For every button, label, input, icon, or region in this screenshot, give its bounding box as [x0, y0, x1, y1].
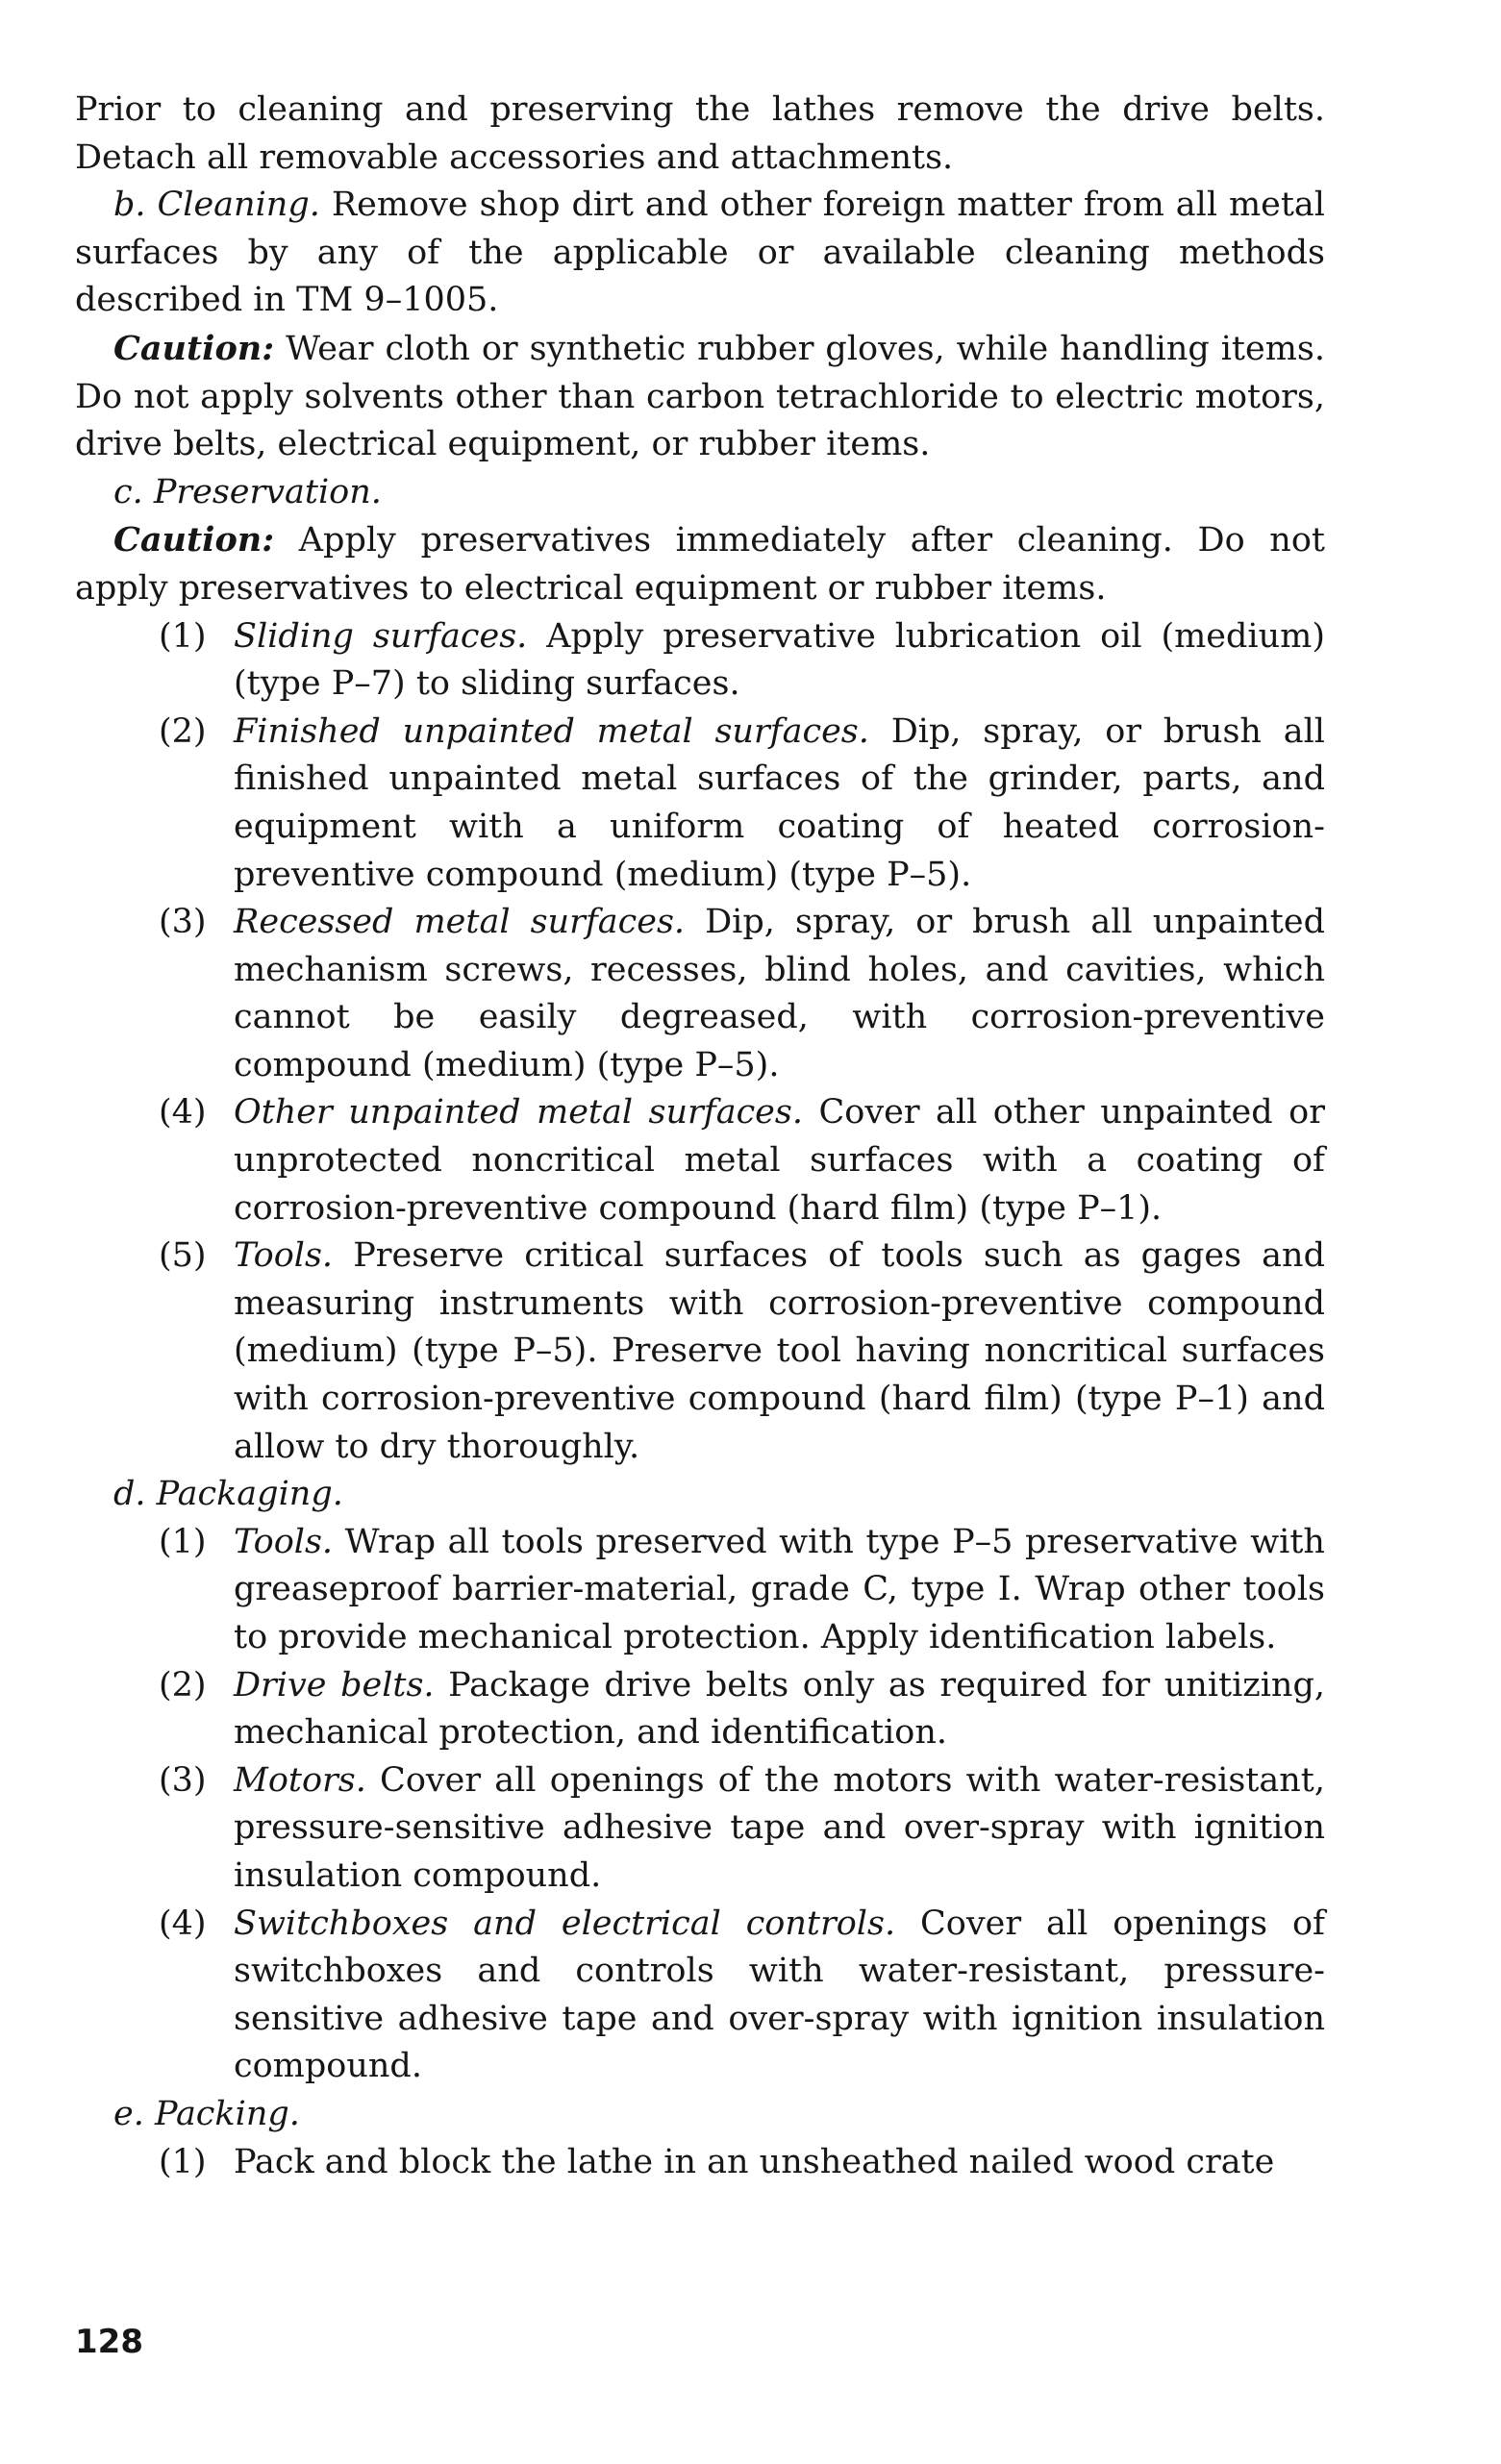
packing-heading	[75, 2091, 1325, 2139]
item-title: Switchboxes and electrical controls.	[234, 1904, 896, 1943]
item-text: Dip, spray, or brush all finished unpainted metal surfaces of the grinder, parts, and equipment with a uniform coating of heated corrosion-preventive compound (medium) (type P–5).	[234, 711, 1325, 894]
item-number: (1)	[159, 616, 207, 656]
item-text: Cover all openings of the motors with water-resistant, pressure-sensitive adhesive tape and over-spray with ignition insulation compound.	[234, 1760, 1325, 1895]
item-number: (3)	[159, 1760, 207, 1800]
list-item	[75, 1232, 1325, 1471]
item-number: (2)	[159, 711, 207, 751]
cleaning-label: b. Cleaning.	[113, 186, 320, 225]
item-title: Tools.	[234, 1522, 334, 1561]
caution-label: Caution:	[113, 520, 275, 560]
list-item	[75, 1089, 1325, 1232]
page-number: 128	[75, 2323, 143, 2361]
list-item	[75, 1757, 1325, 1901]
item-text: Preserve critical surfaces of tools such as gages and measuring instruments with corrosion-preventive compound (medium) (type P–5). Preserve tool having noncritical surfaces with corrosion-preventive compound (hard film) (type P–1) and allow to dry thoroughly.	[234, 1236, 1325, 1466]
packing-label: e. Packing.	[113, 2094, 300, 2133]
cleaning-text: Remove shop dirt and other foreign matter from all metal surfaces by any of the applicable or available cleaning methods described in TM 9–1005.	[75, 186, 1325, 320]
body-text	[75, 87, 1325, 2186]
list-item	[75, 613, 1325, 709]
item-number: (2)	[159, 1665, 207, 1705]
item-number: (3)	[159, 903, 207, 942]
preservation-label: c. Preservation.	[113, 472, 382, 511]
item-title: Finished unpainted metal surfaces.	[234, 711, 869, 751]
item-number: (1)	[159, 2142, 207, 2181]
item-title: Recessed metal surfaces.	[234, 903, 686, 942]
item-title: Other unpainted metal surfaces.	[234, 1093, 803, 1132]
item-text: Wrap all tools preserved with type P–5 preservative with greaseproof barrier-material, grade C, type I. Wrap other tools to provide mechanical protection. Apply identification labels.	[234, 1522, 1325, 1656]
packaging-label: d. Packaging.	[113, 1475, 343, 1514]
item-text: Cover all other unpainted or unprotected noncritical metal surfaces with a coating of corrosion-preventive compound (hard film) (type P–1).	[234, 1093, 1325, 1228]
caution-label: Caution:	[113, 328, 275, 368]
item-title: Drive belts.	[234, 1665, 435, 1705]
cleaning-paragraph	[75, 182, 1325, 325]
list-item	[75, 899, 1325, 1089]
item-number: (4)	[159, 1904, 207, 1943]
item-number: (5)	[159, 1236, 207, 1276]
caution-text: Wear cloth or synthetic rubber gloves, while handling items. Do not apply solvents other than carbon tetrachloride to electric motors, drive belts, electrical equipment, or rubber items.	[75, 329, 1325, 464]
caution-paragraph-1	[75, 325, 1325, 469]
item-title: Tools.	[234, 1236, 334, 1276]
list-item	[75, 1662, 1325, 1757]
item-text: Package drive belts only as required for unitizing, mechanical protection, and identification.	[234, 1665, 1325, 1753]
item-number: (1)	[159, 1522, 207, 1561]
intro-paragraph: Prior to cleaning and preserving the lathes remove the drive belts. Detach all removable accessories and attachments.	[75, 90, 1325, 177]
item-text: Pack and block the lathe in an unsheathed nailed wood crate	[234, 2142, 1275, 2181]
preservation-heading	[75, 469, 1325, 517]
item-text: Dip, spray, or brush all unpainted mechanism screws, recesses, blind holes, and cavities, which cannot be easily degreased, with corrosion-preventive compound (medium) (type P–5).	[234, 903, 1325, 1084]
list-item	[75, 1519, 1325, 1662]
item-title: Sliding surfaces.	[234, 616, 528, 656]
item-number: (4)	[159, 1093, 207, 1132]
caution-paragraph-2	[75, 516, 1325, 612]
list-item	[75, 709, 1325, 899]
caution-text: Apply preservatives immediately after cleaning. Do not apply preservatives to electrical equipment or rubber items.	[75, 521, 1325, 608]
item-title: Motors.	[234, 1760, 366, 1800]
list-item	[75, 2139, 1325, 2187]
packaging-heading	[75, 1471, 1325, 1519]
item-text: Cover all openings of switchboxes and controls with water-resistant, pressure-sensitive adhesive tape and over-spray with ignition insulation compound.	[234, 1904, 1325, 2086]
item-text: Apply preservative lubrication oil (medium) (type P–7) to sliding surfaces.	[234, 616, 1325, 704]
list-item	[75, 1901, 1325, 2091]
